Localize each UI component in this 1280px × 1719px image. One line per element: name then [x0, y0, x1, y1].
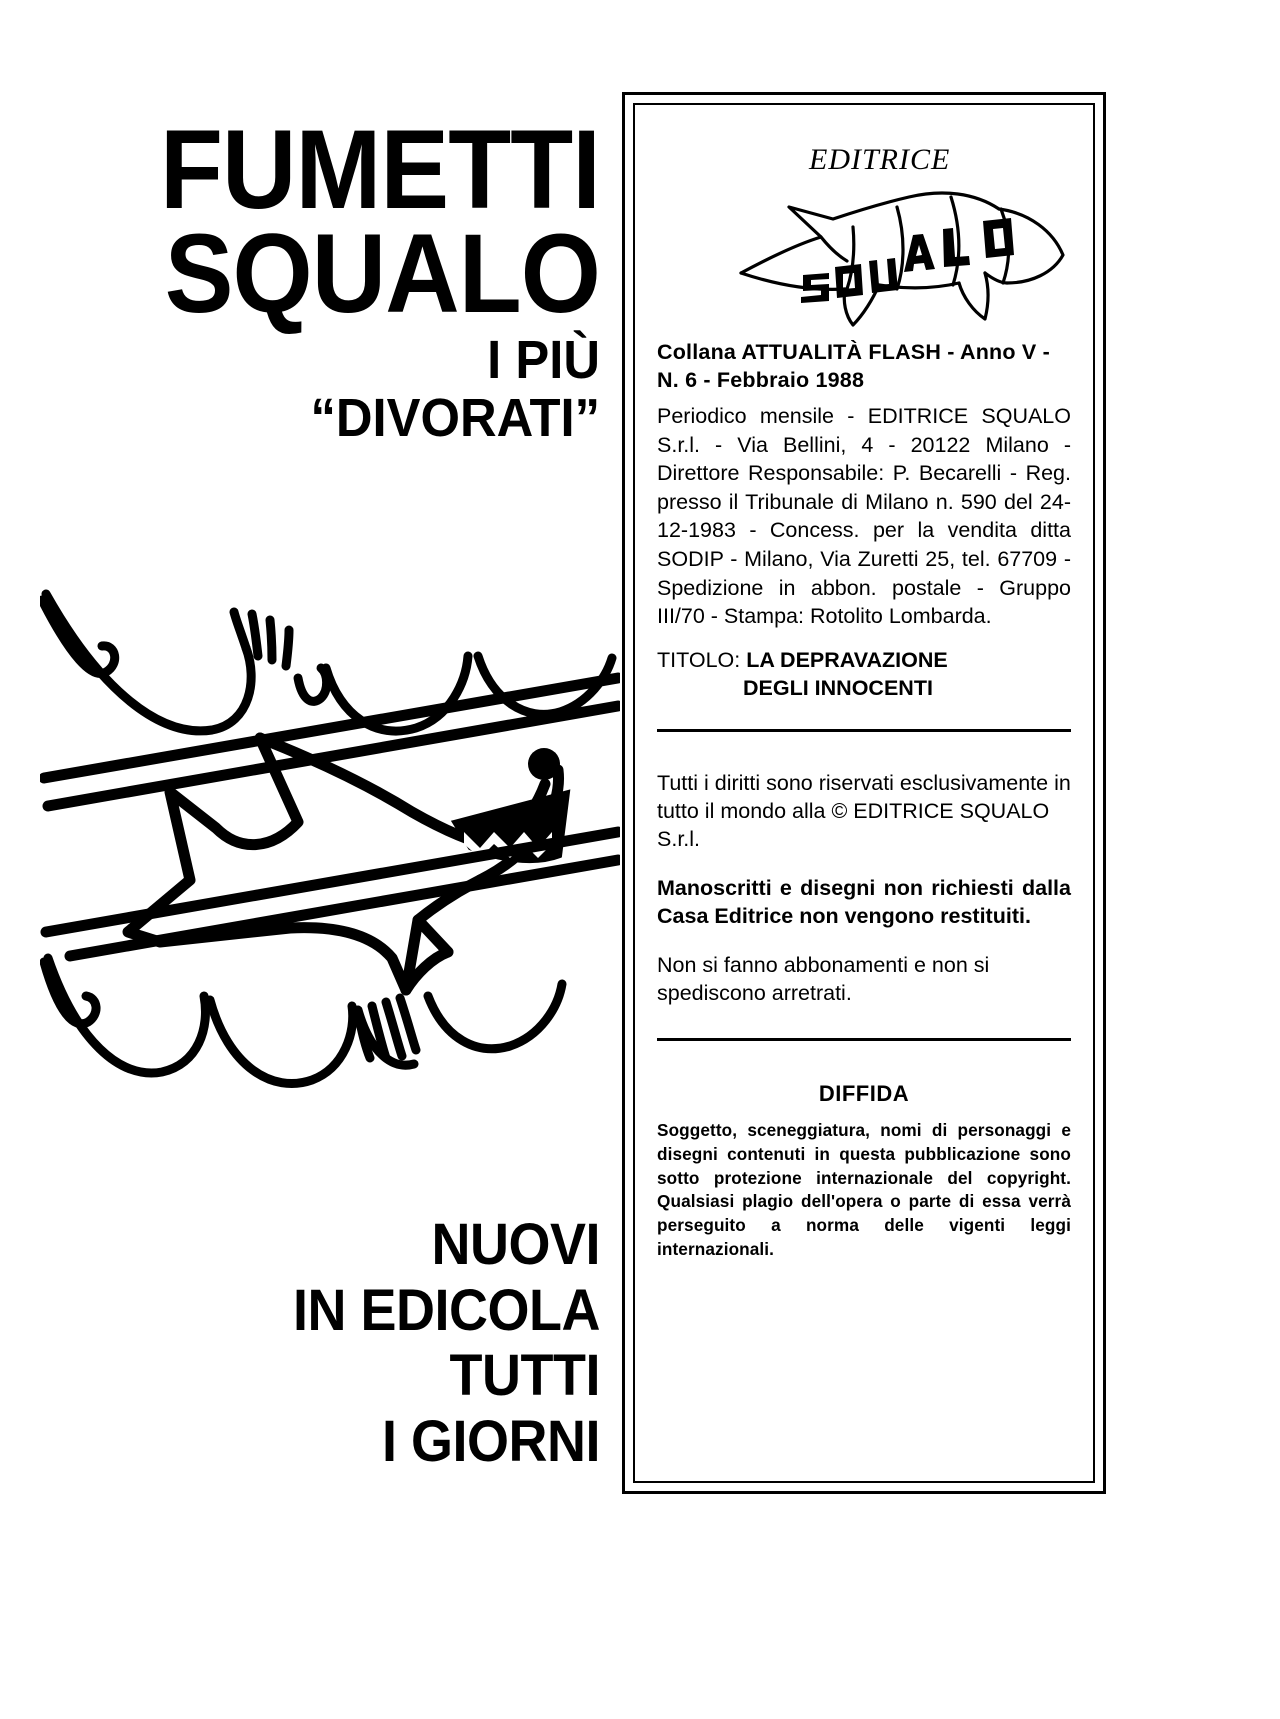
tagline-line-1: NUOVI [431, 1212, 600, 1277]
colophon-box [622, 92, 1106, 1494]
headline-block [0, 107, 600, 448]
colophon-inner-frame [633, 103, 1095, 1483]
tagline-block [0, 1212, 600, 1474]
diffida-heading: DIFFIDA [818, 1081, 910, 1107]
tagline-line-2: IN EDICOLA [292, 1277, 600, 1343]
subhead-line-1: I PIÙ [487, 330, 600, 391]
publisher-logo [657, 127, 1071, 335]
abbonamenti-text: Non si fanno abbonamenti e non si spediscono arretrati. [657, 953, 990, 1006]
divider-rule-2 [657, 1038, 1071, 1041]
shark-illustration [40, 560, 620, 1120]
diffida-body-text: Soggetto, sceneggiatura, nomi di personaggi e disegni contenuti in questa pubblicazione sono sotto protezione internazionale del copyright. Qualsiasi plagio dell'opera o parte di essa verrà perseguito a norma delle vigenti leggi internazionali. [657, 1120, 1071, 1259]
titolo-value-line-2: DEGLI INNOCENTI [743, 675, 933, 700]
divider-rule-1 [657, 729, 1071, 732]
headline-line-2: SQUALO [164, 211, 600, 337]
rights-text: Tutti i diritti sono riservati esclusivamente in tutto il mondo alla © EDITRICE SQUALO S.r.l. [657, 770, 1071, 851]
manoscritti-text: Manoscritti e disegni non richiesti dalla Casa Editrice non vengono restituiti. [657, 875, 1071, 928]
editrice-wordmark: EDITRICE [809, 143, 951, 176]
titolo-block [657, 647, 1071, 703]
titolo-label: TITOLO: [657, 647, 741, 672]
left-column [0, 0, 612, 1719]
tagline-line-4: I GIORNI [381, 1408, 600, 1474]
shark-logo-icon [737, 173, 1067, 333]
tagline-line-3: TUTTI [449, 1343, 600, 1409]
collana-line: Collana ATTUALITÀ FLASH - Anno V - N. 6 - Febbraio 1988 [657, 340, 1050, 392]
titolo-value-line-1: LA DEPRAVAZIONE [746, 647, 948, 672]
headline-line-1: FUMETTI [160, 107, 600, 232]
subhead-line-2: “DIVORATI” [310, 387, 600, 448]
impressum-text: Periodico mensile - EDITRICE SQUALO S.r.l. - Via Bellini, 4 - 20122 Milano - Direttore Responsabile: P. Becarelli - Reg. presso il Tribunale di Milano n. 590 del 24-12-1983 - Concess. per la vendita ditta SODIP - Milano, Via Zuretti 25, tel. 67709 - Spedizione in abbon. postale - Gruppo III/70 - Stampa: Rotolito Lombarda. [657, 404, 1071, 629]
